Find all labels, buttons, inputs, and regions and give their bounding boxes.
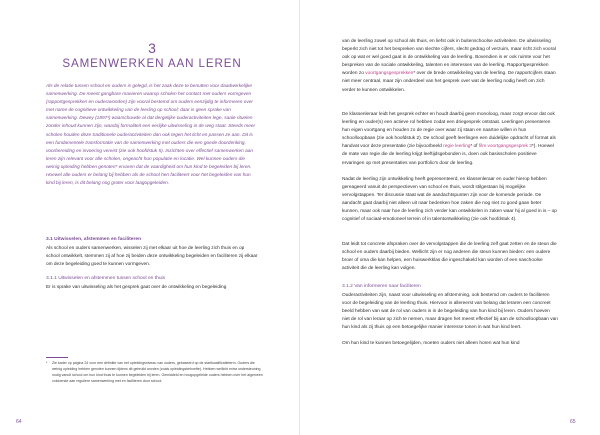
paragraph-2-continuation: *). Hoewel de mate van regie die de leerling krijgt leeftijdsgebonden is, doen ook basisscholen positieve ervaringen op met presentaties van portfolio’s door de leerling. (342, 144, 554, 166)
section-3-1-1-body (46, 284, 258, 292)
paragraph-1-continuation: * over de brede ontwikkeling van de leerling. De rapportcijfers staan niet meer centraal, maar zijn onderdeel van het gesprek over wat de leerling nodig heeft om zich verder te kunnen ontwikkelen. (342, 71, 556, 93)
section-3-1-2-heading: 3.1.2 Van informeren naar faciliteren (342, 284, 421, 289)
paragraph-1-text: van de leerling zowel op school als thuis, en liefst ook in buitenschoolse activiteiten. De uitwisseling beperkt zich niet tot het bespreken van slechte cijfers, slecht gedrag of verzuim, maar richt zich vooral ook op wat er wel goed gaat in de ontwikkeling van de leerling. Bovendien is er ook ruimte voor het bespreken van de sociale ontwikkeling, talenten en interesses van de leerling. Rapportgesprekken worden zo (342, 39, 556, 77)
paragraph-2-mid: * of (470, 144, 478, 150)
paragraph-3-text: Nadat de leerling zijn ontwikkeling heeft gepresenteerd, en klassenleraar en ouder hierop hebben gereageerd vanuit de perspectieven van school en thuis, wordt stilgestaan bij mogelijke vervolgstappen. Ter discussie staat wat de aandachtspunten zijn voor de komende periode. De aandacht gaat daarbij niet alleen uit naar bedenken hoe zaken die nog niet zo goed gaan beter kunnen, maar ook naar hoe de leerling zich verder kan ontwikkelen in zaken waar hij al goed in is – op cognitief of sociaal-emotioneel terrein of in talentontwikkeling (zie ook hoofdstuk 4). (342, 177, 557, 223)
section-3-1-heading: 3.1 Uitwisselen, afstemmen en faciliteren (46, 237, 142, 242)
right-paragraph-1 (342, 38, 558, 95)
chapter-intro (46, 83, 258, 188)
link-film-voortgangsgesprek[interactable]: film voortgangsgesprek 3 (478, 144, 532, 150)
footnote-text: Zie kader op pagina 24 voor een definitie van het opleidingsniveau van ouders, gebaseerd op de startkwalificatieterm. Ouders die weinig opleiding hebben genoten kunnen tijdens dit gebruikt worden (zoals opleidingsbehoefte). Hebben wellicht extra ondersteuning nodig vanuit school om hun kind thuis te kunnen begeleiden bij leren. Gemiddeld en hoogopgeleide ouders hebben over het algemeen voldoende aan reguliere samenwerking met en faciliteren door school. (52, 361, 263, 383)
page-number-right: 65 (570, 419, 576, 425)
section-3-1-1-paragraph: Er is sprake van uitwisseling als het gesprek gaat over de ontwikkeling en begeleiding (46, 285, 227, 290)
right-paragraph-3 (342, 176, 558, 225)
paragraph-6-text: Om hun kind te kunnen betoegelijden, moeten ouders niet alleen horen wat hun kind (342, 341, 520, 346)
footnote-mark: * (46, 361, 48, 365)
link-regie-leerling[interactable]: regie leerling (443, 144, 471, 150)
footnote-rule (46, 357, 68, 358)
chapter-title: SAMENWERKEN AAN LEREN (62, 57, 242, 70)
page-number-left: 64 (16, 419, 22, 425)
paragraph-4-text: Dat leidt tot concrete afspraken over de vervolgstappen die de leerling zelf gaat zetten en de steun die school en ouders daarbij bieden. Wellicht zijn er nog anderen die steun kunnen bieden: een oudere broer of oma die kan helpen, een huiswerkklas die ingeschakeld kan worden of een naschoolse activiteit die de leerling kan volgen. (342, 242, 557, 272)
right-paragraph-2 (342, 111, 558, 168)
chapter-number: 3 (148, 40, 156, 56)
link-voortgangsgesprekken[interactable]: voortgangsgesprekken (365, 71, 414, 77)
paragraph-5-text: Ouderactiviteiten zijn, naast voor uitwisseling en afstemming, ook bestemd om ouders te faciliteren voor de begeleiding van de leerling thuis. Hiervoor is allereerst van belang dat leraren een concreet beeld hebben van wat de rol van ouders is in de begeleiding van hun kind bij leren. Ouders hoeven niet de rol van leraar op zich te nemen, maar dragen het meest effectief bij aan de schoolloopbaan van hun kind als zij thuis op een betoegelijke manier interesse tonen in wat hun kind leert. (342, 293, 558, 331)
section-3-1-paragraph: Als school en ouders samenwerken, wisselen zij met elkaar uit hoe de leerling zich thuis en op school ontwikkelt, stemmen zij af hoe zij beiden deze ontwikkeling begeleiden en faciliteren zij elkaar om deze begeleiding goed te kunnen vormgeven. (46, 246, 258, 268)
intro-paragraph: Als de relatie tussen school en ouders is gelegd, is het zaak deze te benutten voor daadwerkelijke samenwerking. De meest gangbare manieren waarop scholen het contact met ouders vormgeven (rapportgesprekken en ouderavonden) zijn vooral bestemd om ouders eenzijdig te informeren over met name de cognitieve ontwikkeling van de leerling op school; daar is geen sprake van samenwerking. Dewey (1897¹) waarschuwde al dat dergelijke ouderactiviteiten lege, saaie rituelen zonder inhoud kunnen zijn, waarbij formaliteit een eerlijke uitwisseling in de weg staat. Steeds meer scholen houden deze traditionele ouderactiviteiten dan ook tegen het licht en passen ze aan. Dit is een fundamentele transformatie van de samenwerking met ouders die een goede doordenking, voorbereiding en invoering vereist (zie ook hoofdstuk 5). Inzichten over effectief samenwerken aan leren zijn relevant voor alle scholen, ongeacht hun populatie en locatie. Wel kunnen ouders die weinig opleiding hebben genoten* ervaren dat de vaardigheid om hun kind te begeleiden bij leren. Hoewel alle ouders er belang bij hebben als de school hen faciliteert voor het begeleiden van hun kind bij leren, is dit belang nog groter voor laagopgeleiden. (46, 84, 256, 187)
right-paragraph-6 (342, 340, 558, 348)
footnote (46, 361, 264, 385)
section-3-1-1-heading: 3.1.1 Uitwisselen en afstemmen tussen school en thuis (46, 276, 166, 281)
section-3-1-body (46, 245, 258, 269)
right-paragraph-5 (342, 292, 558, 332)
right-page (300, 0, 600, 435)
right-paragraph-4 (342, 241, 558, 273)
paragraph-2-text: De klassenleraar leidt het gesprek echter en houdt daarbij geen monoloog, maar zorgt ervoor dat ook leerling en ouder(s) een actieve rol hebben zodat een driegesprek ontstaat. Leerlingen presenteren hun eigen voortgang en houden zo de regie over waar zij staan en naartoe willen in hun schoolloopbaan (zie ook hoofdstuk 2). De school geeft leerlingen een duidelijke opdracht of format als handvat voor deze presentatie (zie bijvoorbeeld (342, 112, 556, 150)
